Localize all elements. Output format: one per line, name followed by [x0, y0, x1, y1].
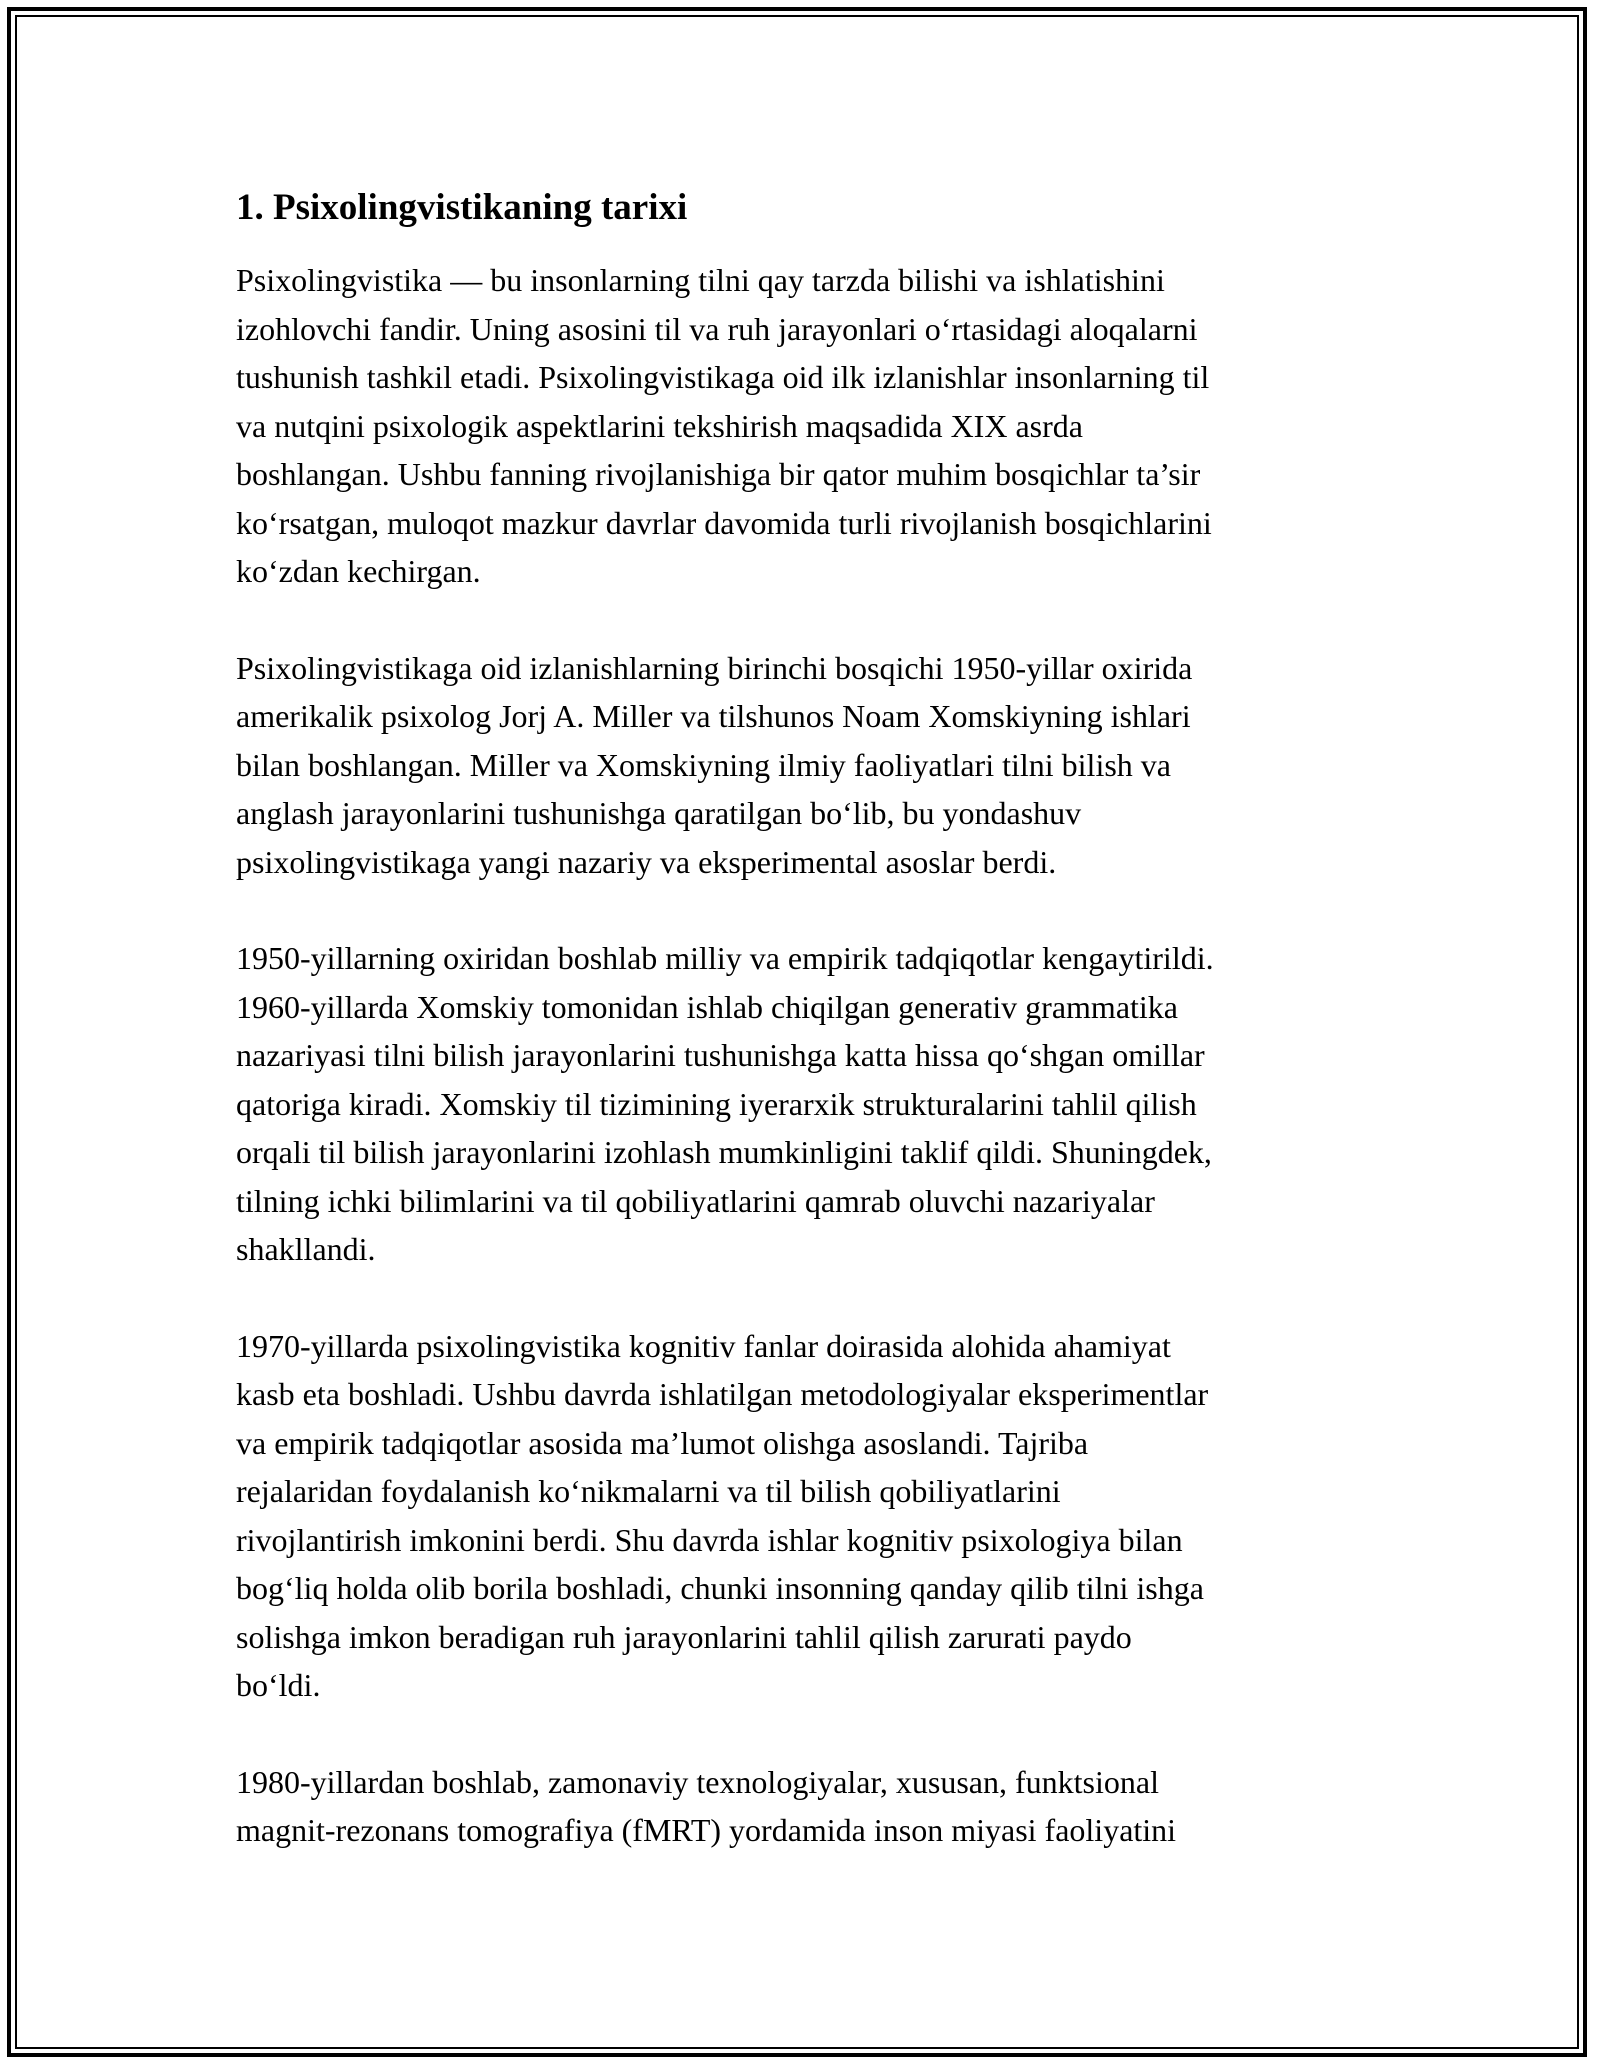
text-line: solishga imkon beradigan ruh jarayonlarini tahlil qilish zarurati paydo [236, 1618, 1132, 1655]
text-line: kasb eta boshladi. Ushbu davrda ishlatilgan metodologiyalar eksperimentlar [236, 1376, 1209, 1412]
text-line: psixolingvistikaga yangi nazariy va eksperimental asoslar berdi. [236, 843, 1057, 880]
text-line: bo‘ldi. [236, 1667, 321, 1703]
text-line: amerikalik psixolog Jorj A. Miller va tilshunos Noam Xomskiyning ishlari [236, 698, 1191, 734]
text-line: Psixolingvistikaga oid izlanishlarning birinchi bosqichi 1950-yillar oxirida [236, 649, 1193, 686]
text-line: nazariyasi tilni bilish jarayonlarini tushunishga katta hissa qo‘shgan omillar [236, 1037, 1205, 1073]
text-line: shakllandi. [236, 1231, 376, 1267]
text-line: Psixolingvistika — bu insonlarning tilni qay tarzda bilishi va ishlatishini [236, 262, 1165, 298]
paragraph-2 [236, 644, 1366, 887]
text-line: va empirik tadqiqotlar asosida ma’lumot olishga asoslandi. Tajriba [236, 1424, 1089, 1461]
section-heading: 1. Psixolingvistikaning tarixi [236, 187, 688, 228]
text-line: anglash jarayonlarini tushunishga qaratilgan bo‘lib, bu yondashuv [236, 795, 1082, 831]
text-line: 1980-yillardan boshlab, zamonaviy texnologiyalar, xususan, funktsional [236, 1763, 1159, 1800]
text-line: ko‘rsatgan, muloqot mazkur davrlar davomida turli rivojlanish bosqichlarini [236, 504, 1212, 541]
text-line: 1950-yillarning oxiridan boshlab milliy va empirik tadqiqotlar kengaytirildi. [236, 940, 1214, 976]
text-line: orqali til bilish jarayonlarini izohlash mumkinligini taklif qildi. Shuningdek, [236, 1134, 1212, 1170]
text-line: ko‘zdan kechirgan. [236, 553, 481, 589]
paragraph-5 [236, 1758, 1366, 1855]
text-line: izohlovchi fandir. Uning asosini til va ruh jarayonlari o‘rtasidagi aloqalarni [236, 310, 1198, 347]
text-line: rivojlantirish imkonini berdi. Shu davrda ishlar kognitiv psixologiya bilan [236, 1521, 1183, 1558]
text-line: boshlangan. Ushbu fanning rivojlanishiga bir qator muhim bosqichlar ta’sir [236, 456, 1201, 492]
text-line: bilan boshlangan. Miller va Xomskiyning ilmiy faoliyatlari tilni bilish va [236, 746, 1171, 783]
text-line: 1960-yillarda Xomskiy tomonidan ishlab chiqilgan generativ grammatika [236, 988, 1178, 1025]
text-line: tilning ichki bilimlarini va til qobiliyatlarini qamrab oluvchi nazariyalar [236, 1182, 1155, 1219]
paragraph-1 [236, 256, 1366, 596]
text-line: magnit-rezonans tomografiya (fMRT) yordamida inson miyasi faoliyatini [236, 1812, 1177, 1848]
text-line: 1970-yillarda psixolingvistika kognitiv fanlar doirasida alohida ahamiyat [236, 1327, 1171, 1364]
text-line: bog‘liq holda olib borila boshladi, chunki insonning qanday qilib tilni ishga [236, 1570, 1204, 1606]
text-line: qatoriga kiradi. Xomskiy til tizimining iyerarxik strukturalarini tahlil qilish [236, 1085, 1197, 1122]
paragraph-4 [236, 1322, 1366, 1710]
text-line: va nutqini psixologik aspektlarini tekshirish maqsadida XIX asrda [236, 407, 1083, 444]
paragraph-3 [236, 934, 1366, 1274]
document-body [236, 186, 1366, 1903]
text-line: tushunish tashkil etadi. Psixolingvistikaga oid ilk izlanishlar insonlarning til [236, 359, 1210, 395]
text-line: rejalaridan foydalanish ko‘nikmalarni va til bilish qobiliyatlarini [236, 1473, 1061, 1509]
